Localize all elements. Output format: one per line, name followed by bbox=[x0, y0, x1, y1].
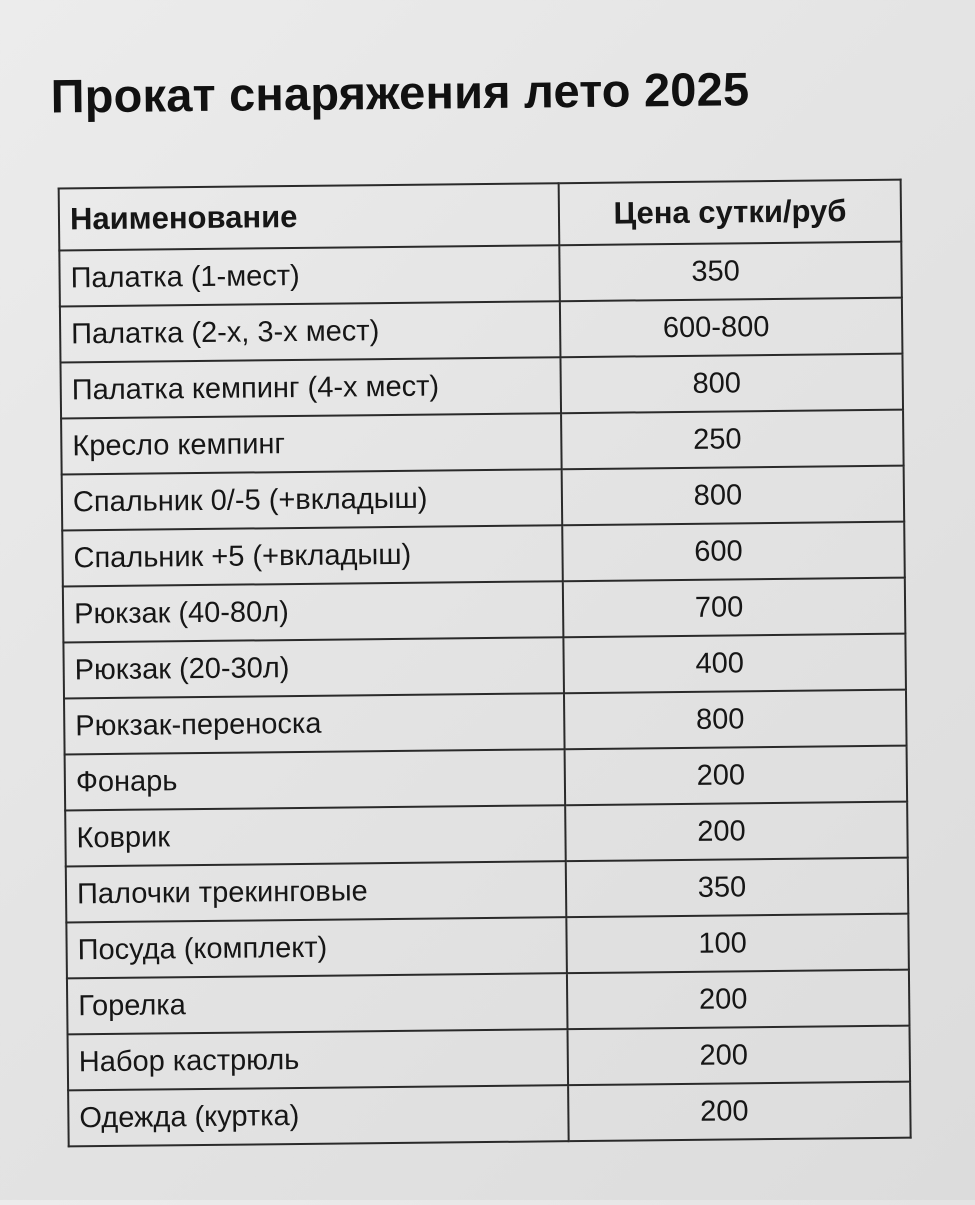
item-price: 200 bbox=[567, 970, 910, 1030]
item-price: 400 bbox=[563, 634, 906, 694]
item-name: Набор кастрюль bbox=[68, 1029, 569, 1090]
table-header-row bbox=[59, 180, 902, 251]
item-name: Фонарь bbox=[65, 749, 566, 810]
table-row bbox=[64, 690, 907, 755]
table-row bbox=[63, 578, 906, 643]
item-price: 200 bbox=[567, 1026, 910, 1086]
item-price: 250 bbox=[561, 410, 904, 470]
item-name: Одежда (куртка) bbox=[68, 1085, 569, 1146]
table-row bbox=[65, 802, 908, 867]
table-row bbox=[61, 410, 904, 475]
item-name: Палатка (1-мест) bbox=[59, 245, 560, 306]
table-row bbox=[68, 1082, 911, 1147]
table-row bbox=[65, 746, 908, 811]
item-name: Спальник +5 (+вкладыш) bbox=[62, 525, 563, 586]
item-price: 200 bbox=[568, 1082, 911, 1142]
table-row bbox=[66, 914, 909, 979]
item-price: 600 bbox=[562, 522, 905, 582]
table-row bbox=[63, 634, 906, 699]
table-row bbox=[68, 1026, 911, 1091]
item-price: 700 bbox=[563, 578, 906, 638]
table-row bbox=[66, 858, 909, 923]
item-price: 200 bbox=[565, 802, 908, 862]
item-price: 600-800 bbox=[560, 298, 903, 358]
table-row bbox=[62, 466, 905, 531]
table-row bbox=[59, 242, 902, 307]
header-name: Наименование bbox=[59, 183, 560, 250]
item-price: 200 bbox=[565, 746, 908, 806]
item-price: 100 bbox=[566, 914, 909, 974]
item-name: Палатка (2-х, 3-х мест) bbox=[60, 301, 561, 362]
item-price: 800 bbox=[562, 466, 905, 526]
item-name: Рюкзак-переноска bbox=[64, 693, 565, 754]
item-name: Кресло кемпинг bbox=[61, 413, 562, 474]
table-row bbox=[60, 354, 903, 419]
item-name: Палочки трекинговые bbox=[66, 861, 567, 922]
item-name: Спальник 0/-5 (+вкладыш) bbox=[62, 469, 563, 530]
table-row bbox=[60, 298, 903, 363]
item-name: Посуда (комплект) bbox=[66, 917, 567, 978]
table-row bbox=[62, 522, 905, 587]
header-price: Цена сутки/руб bbox=[559, 180, 902, 246]
item-price: 350 bbox=[559, 242, 902, 302]
item-name: Горелка bbox=[67, 973, 568, 1034]
item-name: Коврик bbox=[65, 805, 566, 866]
item-name: Рюкзак (20-30л) bbox=[63, 637, 564, 698]
page-title: Прокат снаряжения лето 2025 bbox=[50, 62, 750, 123]
price-table bbox=[58, 179, 912, 1148]
item-name: Рюкзак (40-80л) bbox=[63, 581, 564, 642]
item-price: 800 bbox=[564, 690, 907, 750]
item-name: Палатка кемпинг (4-х мест) bbox=[60, 357, 561, 418]
table-row bbox=[67, 970, 910, 1035]
item-price: 350 bbox=[566, 858, 909, 918]
item-price: 800 bbox=[560, 354, 903, 414]
